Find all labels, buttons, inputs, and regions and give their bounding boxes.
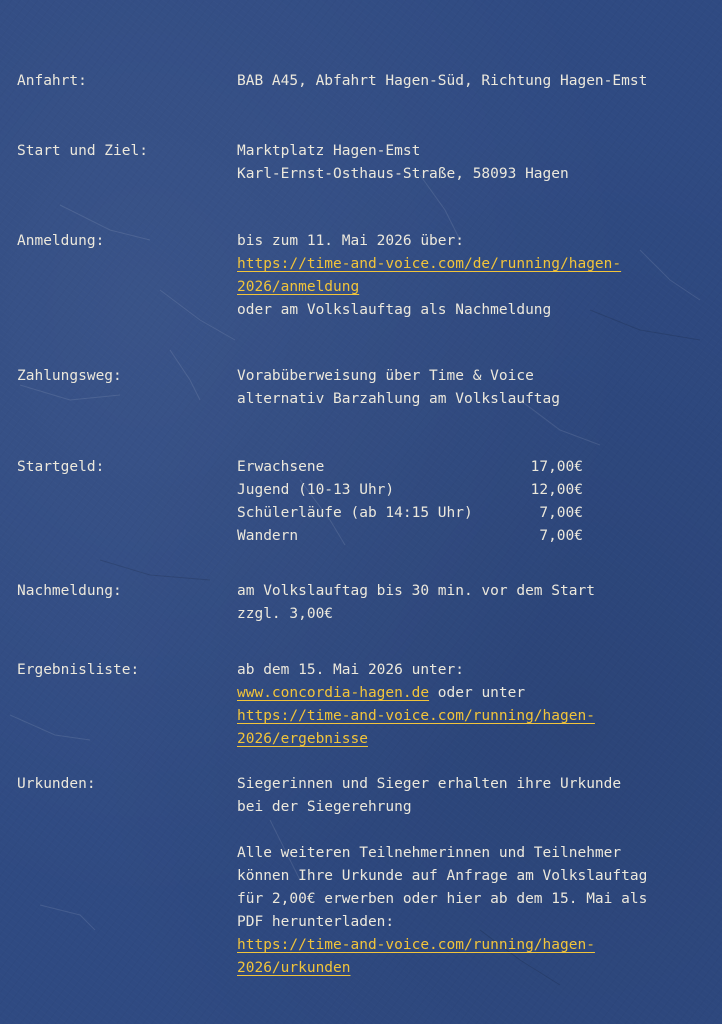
ergebnisliste-line1: ab dem 15. Mai 2026 unter: bbox=[237, 662, 464, 678]
zahlungsweg-line2: alternativ Barzahlung am Volkslauftag bbox=[237, 391, 561, 407]
ergebnisliste-value bbox=[237, 659, 707, 751]
anmeldung-link-part2[interactable]: 2026/anmeldung bbox=[237, 279, 360, 295]
urkunden-line1: Siegerinnen und Sieger erhalten ihre Urkunde bbox=[237, 776, 622, 792]
ergebnisse-link-part2[interactable]: 2026/ergebnisse bbox=[237, 731, 368, 747]
urkunden-para2-line1: Alle weiteren Teilnehmerinnen und Teilnehmer bbox=[237, 845, 622, 861]
urkunden-line2: bei der Siegerehrung bbox=[237, 799, 412, 815]
anfahrt-text: BAB A45, Abfahrt Hagen-Süd, Richtung Hagen-Emst bbox=[237, 73, 648, 89]
urkunden-link-part2[interactable]: 2026/urkunden bbox=[237, 960, 351, 976]
start-ziel-value bbox=[237, 140, 707, 186]
fee-name: Erwachsene bbox=[237, 459, 325, 475]
nachmeldung-value bbox=[237, 580, 707, 626]
startgeld-label: Startgeld: bbox=[17, 459, 105, 475]
zahlungsweg-label: Zahlungsweg: bbox=[17, 368, 122, 384]
nachmeldung-label: Nachmeldung: bbox=[17, 583, 122, 599]
startgeld-value bbox=[237, 456, 707, 548]
zahlungsweg-line1: Vorabüberweisung über Time & Voice bbox=[237, 368, 534, 384]
fee-table bbox=[237, 456, 583, 548]
anmeldung-link-part1[interactable]: https://time-and-voice.com/de/running/hagen- bbox=[237, 256, 622, 272]
fee-amount: 17,00€ bbox=[530, 459, 583, 475]
fee-amount: 12,00€ bbox=[530, 482, 583, 498]
anfahrt-value bbox=[237, 70, 707, 93]
urkunden-label: Urkunden: bbox=[17, 776, 96, 792]
nachmeldung-fee: zzgl. 3,00€ bbox=[237, 606, 334, 622]
fee-row bbox=[237, 479, 583, 502]
fee-name: Schülerläufe (ab 14:15 Uhr) bbox=[237, 505, 473, 521]
fee-row bbox=[237, 502, 583, 525]
anmeldung-value bbox=[237, 230, 707, 322]
urkunden-para2-line3: für 2,00€ erwerben oder hier ab dem 15. Mai als bbox=[237, 891, 648, 907]
ergebnisliste-label: Ergebnisliste: bbox=[17, 662, 140, 678]
urkunden-para2-line2: können Ihre Urkunde auf Anfrage am Volkslauftag bbox=[237, 868, 648, 884]
urkunden-para2-line4: PDF herunterladen: bbox=[237, 914, 395, 930]
fee-amount: 7,00€ bbox=[539, 528, 583, 544]
ergebnisse-link-part1[interactable]: https://time-and-voice.com/running/hagen- bbox=[237, 708, 595, 724]
paragraph-spacer bbox=[237, 819, 707, 842]
zahlungsweg-value bbox=[237, 365, 707, 411]
start-ziel-address: Karl-Ernst-Osthaus-Straße, 58093 Hagen bbox=[237, 166, 569, 182]
fee-name: Jugend (10-13 Uhr) bbox=[237, 482, 395, 498]
fee-name: Wandern bbox=[237, 528, 299, 544]
ergebnisliste-oder-unter: oder unter bbox=[429, 685, 526, 701]
start-ziel-label: Start und Ziel: bbox=[17, 143, 148, 159]
anmeldung-deadline: bis zum 11. Mai 2026 über: bbox=[237, 233, 464, 249]
fee-row bbox=[237, 525, 583, 548]
anmeldung-label: Anmeldung: bbox=[17, 233, 105, 249]
concordia-link[interactable]: www.concordia-hagen.de bbox=[237, 685, 430, 701]
urkunden-value bbox=[237, 773, 707, 980]
anfahrt-label: Anfahrt: bbox=[17, 73, 87, 89]
nachmeldung-line1: am Volkslauftag bis 30 min. vor dem Start bbox=[237, 583, 595, 599]
urkunden-link-part1[interactable]: https://time-and-voice.com/running/hagen- bbox=[237, 937, 595, 953]
fee-amount: 7,00€ bbox=[539, 505, 583, 521]
fee-row bbox=[237, 456, 583, 479]
start-ziel-place: Marktplatz Hagen-Emst bbox=[237, 143, 421, 159]
anmeldung-alternative: oder am Volkslauftag als Nachmeldung bbox=[237, 302, 552, 318]
